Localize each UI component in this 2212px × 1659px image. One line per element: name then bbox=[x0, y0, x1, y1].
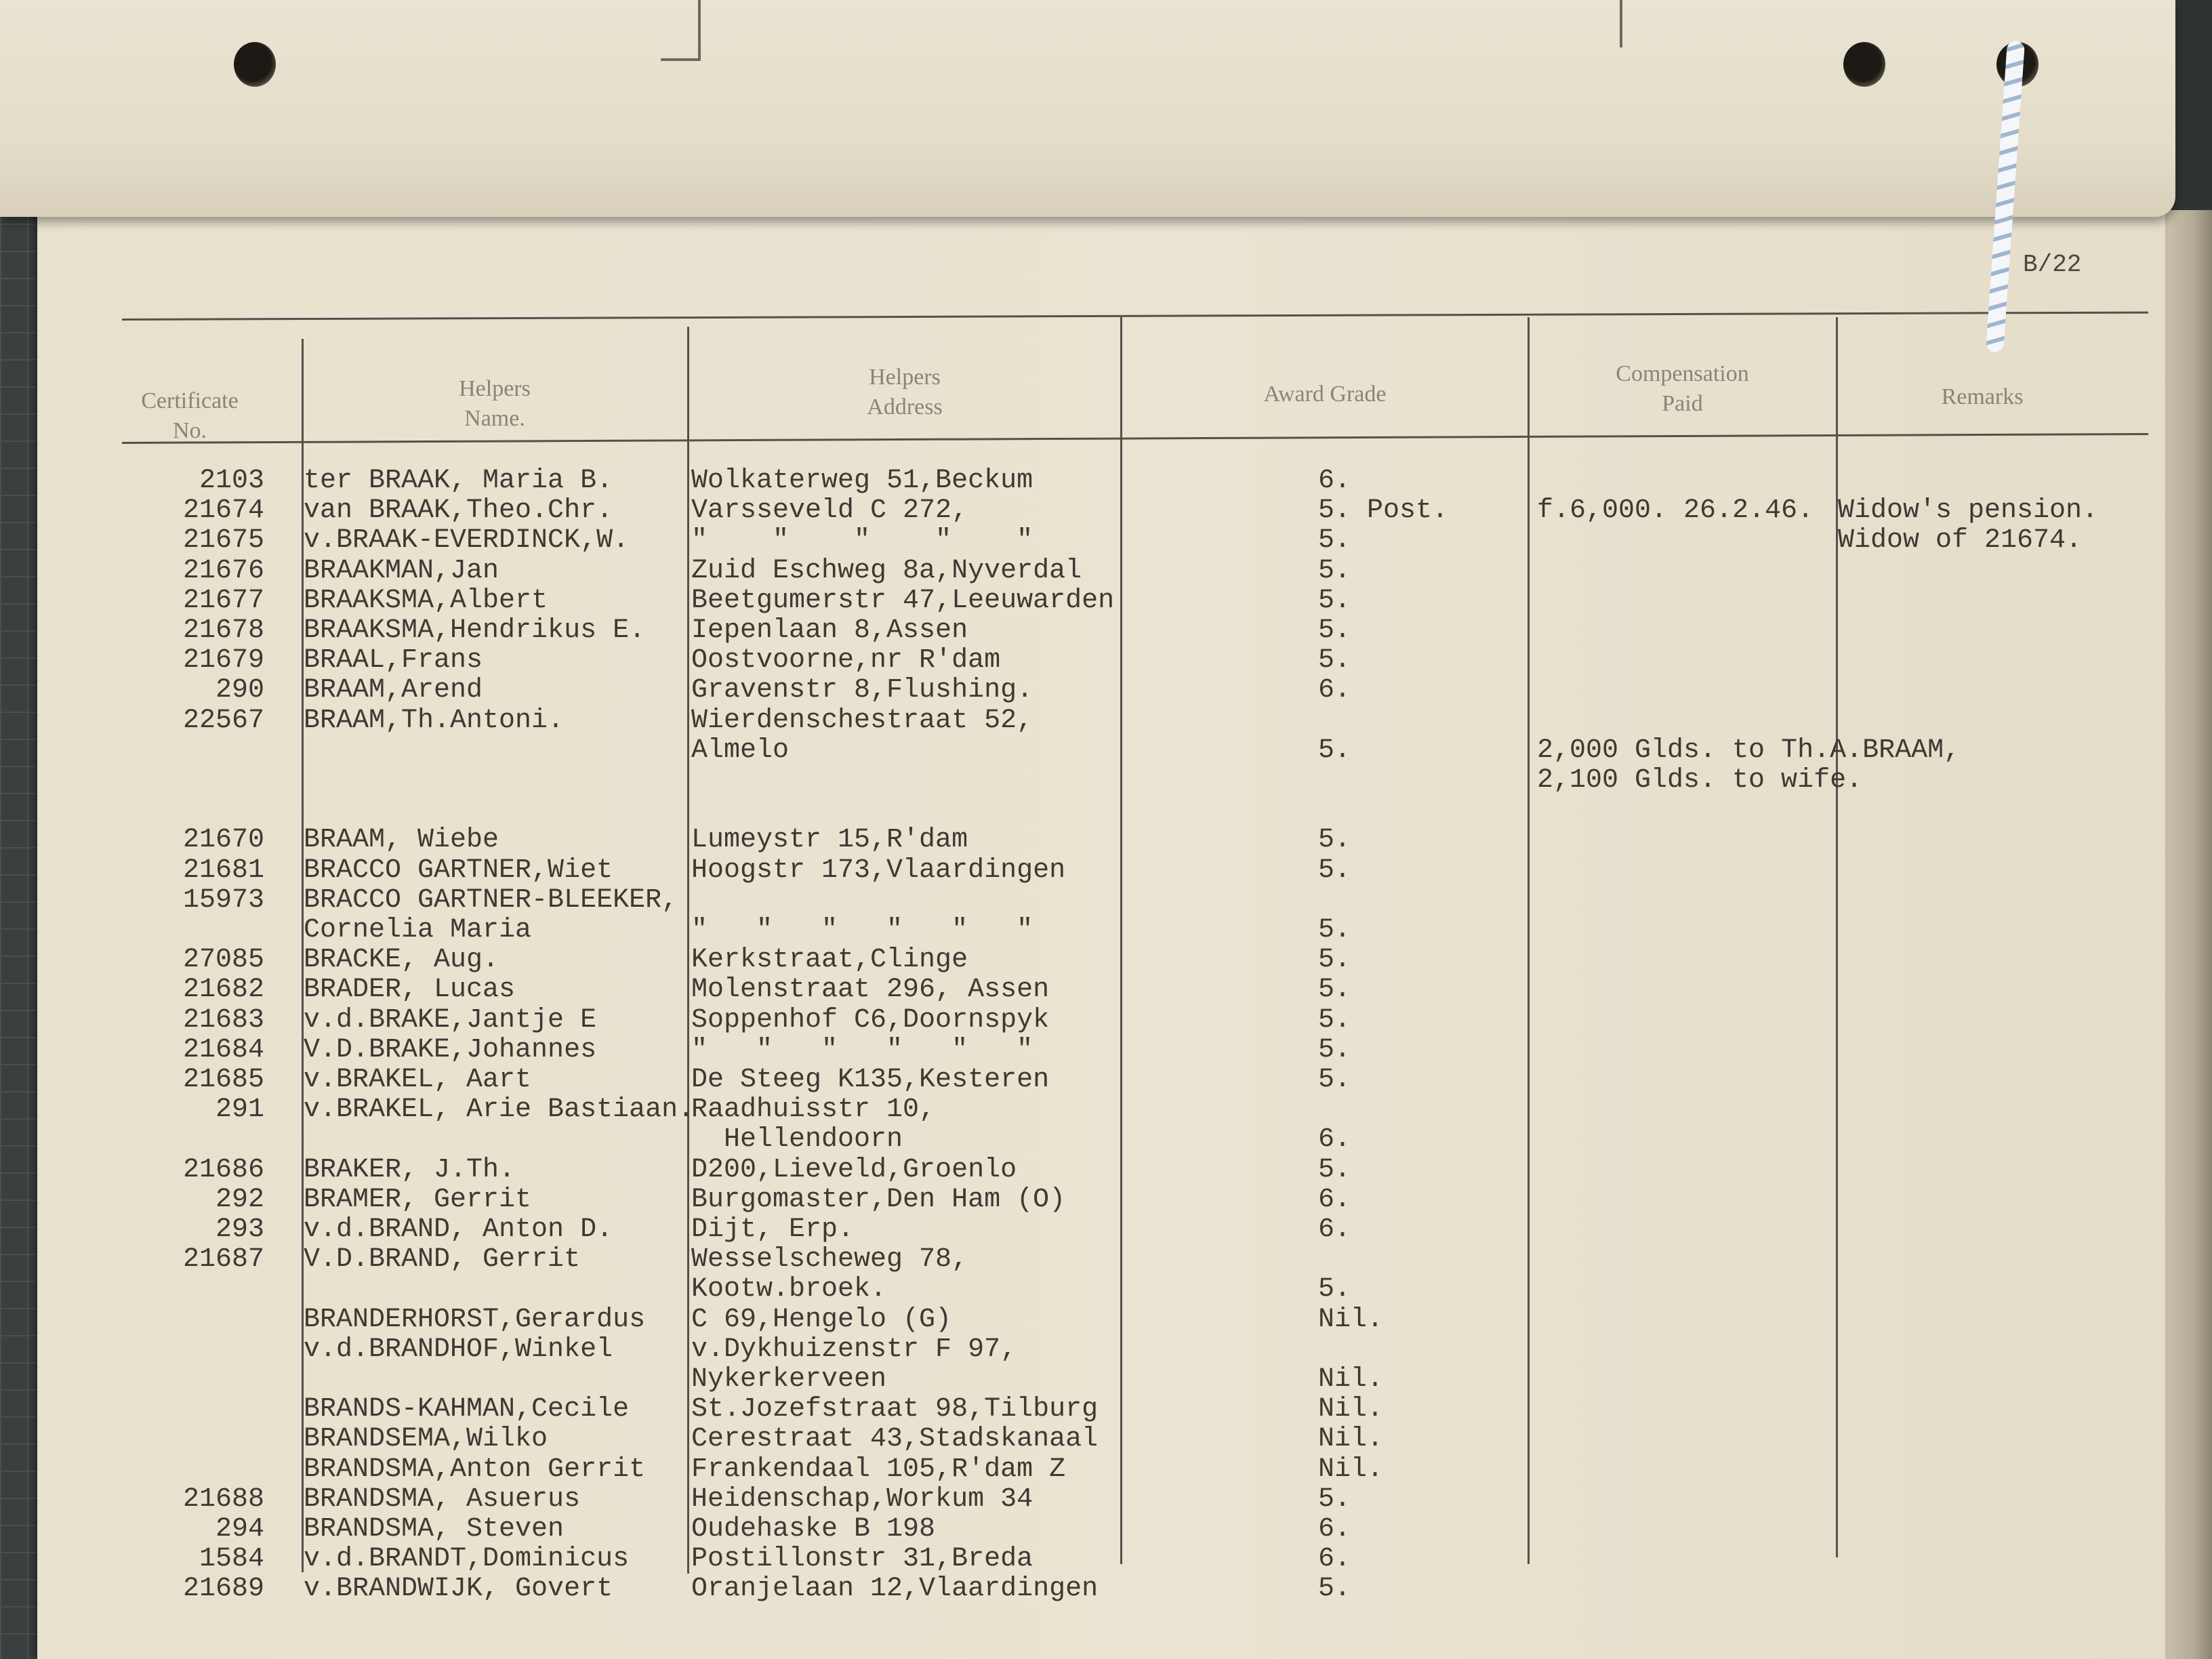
header-address-line1: Helpers bbox=[869, 365, 941, 390]
row-grade: 5. bbox=[1318, 1483, 1351, 1515]
row-grade: 5. bbox=[1318, 525, 1351, 556]
row-cert: 1584 bbox=[199, 1544, 264, 1575]
row-name: v.d.BRAND, Anton D. bbox=[304, 1214, 613, 1245]
row-cert: 21675 bbox=[182, 525, 264, 556]
row-name: BRANDSMA,Anton Gerrit bbox=[304, 1454, 646, 1485]
row-address: Oostvoorne,nr R'dam bbox=[691, 645, 1001, 676]
row-grade: 5. bbox=[1318, 855, 1351, 886]
row-name: BRACCO GARTNER-BLEEKER, bbox=[304, 884, 678, 916]
row-name: v.BRAKEL, Aart bbox=[304, 1065, 532, 1095]
row-cert: 21686 bbox=[182, 1154, 264, 1185]
punch-hole-right bbox=[1843, 42, 1885, 87]
header-certificate-line2: No. bbox=[172, 418, 207, 443]
row-grade: 6. bbox=[1318, 1514, 1351, 1544]
row-name: BRADER, Lucas bbox=[304, 975, 516, 1006]
header-comp-line1: Compensation bbox=[1616, 361, 1749, 386]
row-name: v.d.BRAKE,Jantje E bbox=[304, 1004, 597, 1036]
row-grade: 5. bbox=[1318, 615, 1351, 646]
row-grade: 5. bbox=[1318, 1065, 1351, 1095]
row-cert: 21688 bbox=[182, 1483, 264, 1515]
row-name: V.D.BRAKE,Johannes bbox=[304, 1034, 597, 1065]
row-cert: 21689 bbox=[182, 1574, 264, 1605]
row-cert: 15973 bbox=[182, 884, 264, 916]
header-certificate-no bbox=[102, 386, 278, 446]
row-name: v.d.BRANDHOF,Winkel bbox=[304, 1334, 613, 1365]
row-address: Hellendoorn bbox=[691, 1124, 903, 1155]
row-name: BRAAKSMA,Hendrikus E. bbox=[304, 615, 646, 646]
page-stack-edge bbox=[2165, 210, 2212, 1659]
row-cert: 22567 bbox=[182, 705, 264, 736]
row-cert: 21683 bbox=[182, 1004, 264, 1036]
row-address: Kootw.broek. bbox=[691, 1274, 887, 1305]
row-name: BRANDSMA, Asuerus bbox=[304, 1483, 581, 1515]
header-helpers-address bbox=[691, 363, 1118, 422]
row-grade: Nil. bbox=[1318, 1364, 1384, 1395]
row-name: BRAAM,Th.Antoni. bbox=[304, 705, 565, 736]
row-address: Iepenlaan 8,Assen bbox=[691, 615, 968, 646]
header-helpers-name bbox=[305, 374, 684, 434]
row-grade: 6. bbox=[1318, 1214, 1351, 1245]
row-address: Lumeystr 15,R'dam bbox=[691, 825, 968, 856]
row-address: Wierdenschestraat 52, bbox=[691, 705, 1033, 736]
row-cert: 21679 bbox=[182, 645, 264, 676]
column-rule-3 bbox=[1120, 317, 1122, 1564]
row-address: Raadhuisstr 10, bbox=[691, 1094, 936, 1126]
row-grade: 6. bbox=[1318, 1124, 1351, 1155]
row-grade: 5. bbox=[1318, 825, 1351, 856]
row-cert: 21682 bbox=[182, 975, 264, 1006]
row-name: BRAAM, Wiebe bbox=[304, 825, 499, 856]
row-grade: Nil. bbox=[1318, 1304, 1384, 1335]
row-address: Dijt, Erp. bbox=[691, 1214, 855, 1245]
row-name: BRANDERHORST,Gerardus bbox=[304, 1304, 646, 1335]
header-grade-line1: Award Grade bbox=[1263, 382, 1387, 407]
row-name: Cornelia Maria bbox=[304, 915, 532, 945]
header-name-line1: Helpers bbox=[459, 376, 531, 401]
row-address: Postillonstr 31,Breda bbox=[691, 1544, 1033, 1575]
row-name: BRANDS-KAHMAN,Cecile bbox=[304, 1394, 630, 1425]
row-name: ter BRAAK, Maria B. bbox=[304, 466, 613, 496]
row-address: Cerestraat 43,Stadskanaal bbox=[691, 1424, 1099, 1455]
row-name: BRAKER, J.Th. bbox=[304, 1154, 516, 1185]
row-address: Molenstraat 296, Assen bbox=[691, 975, 1050, 1006]
row-name: BRAAM,Arend bbox=[304, 675, 483, 706]
row-grade: 6. bbox=[1318, 1184, 1351, 1215]
row-grade: 6. bbox=[1318, 466, 1351, 496]
row-address: Burgomaster,Den Ham (O) bbox=[691, 1184, 1066, 1215]
row-grade: Nil. bbox=[1318, 1394, 1384, 1425]
row-remarks: Widow of 21674. bbox=[1838, 525, 2083, 556]
row-grade: 5. bbox=[1318, 1274, 1351, 1305]
row-grade: 5. bbox=[1318, 945, 1351, 976]
row-address: Heidenschap,Workum 34 bbox=[691, 1483, 1033, 1515]
row-cert: 290 bbox=[215, 675, 264, 706]
row-address: Wesselscheweg 78, bbox=[691, 1244, 968, 1275]
row-address: Kerkstraat,Clinge bbox=[691, 945, 968, 976]
header-remarks bbox=[1840, 382, 2125, 412]
row-cert: 21670 bbox=[182, 825, 264, 856]
column-rule-4 bbox=[1528, 317, 1530, 1564]
header-award-grade bbox=[1125, 380, 1525, 409]
row-cert: 291 bbox=[215, 1094, 264, 1126]
header-compensation-paid bbox=[1532, 359, 1833, 419]
corner-mark-left-foot bbox=[661, 58, 701, 61]
header-comp-line2: Paid bbox=[1662, 391, 1703, 416]
row-cert: 21678 bbox=[182, 615, 264, 646]
row-address: C 69,Hengelo (G) bbox=[691, 1304, 952, 1335]
row-address: Frankendaal 105,R'dam Z bbox=[691, 1454, 1066, 1485]
row-cert: 21684 bbox=[182, 1034, 264, 1065]
header-certificate-line1: Certificate bbox=[141, 388, 239, 413]
row-cert: 293 bbox=[215, 1214, 264, 1245]
row-cert: 2103 bbox=[199, 466, 264, 496]
row-name: BRACCO GARTNER,Wiet bbox=[304, 855, 613, 886]
row-grade: 5. bbox=[1318, 1034, 1351, 1065]
row-name: BRACKE, Aug. bbox=[304, 945, 499, 976]
row-address: Wolkaterweg 51,Beckum bbox=[691, 466, 1033, 496]
row-grade: 5. bbox=[1318, 585, 1351, 616]
row-name: BRANDSMA, Steven bbox=[304, 1514, 565, 1544]
row-address: Zuid Eschweg 8a,Nyverdal bbox=[691, 555, 1082, 586]
row-address: Beetgumerstr 47,Leeuwarden bbox=[691, 585, 1115, 616]
punch-hole-left bbox=[234, 42, 276, 87]
row-address: Almelo bbox=[691, 735, 790, 766]
folded-top-page bbox=[0, 0, 2175, 217]
row-name: BRAMER, Gerrit bbox=[304, 1184, 532, 1215]
row-address: Gravenstr 8,Flushing. bbox=[691, 675, 1033, 706]
row-address: De Steeg K135,Kesteren bbox=[691, 1065, 1050, 1095]
row-grade: 5. bbox=[1318, 645, 1351, 676]
row-cert: 292 bbox=[215, 1184, 264, 1215]
row-name: BRANDSEMA,Wilko bbox=[304, 1424, 548, 1455]
row-name: v.BRAKEL, Arie Bastiaan. bbox=[304, 1094, 695, 1126]
row-grade: 5. bbox=[1318, 1154, 1351, 1185]
row-comp: 2,100 Glds. to wife. bbox=[1537, 765, 1863, 796]
row-grade: 5. bbox=[1318, 735, 1351, 766]
row-address: Varsseveld C 272, bbox=[691, 495, 968, 527]
row-grade: 6. bbox=[1318, 675, 1351, 706]
column-rule-2 bbox=[687, 327, 689, 1574]
row-address: v.Dykhuizenstr F 97, bbox=[691, 1334, 1017, 1365]
row-address: Oudehaske B 198 bbox=[691, 1514, 936, 1544]
row-grade: Nil. bbox=[1318, 1424, 1384, 1455]
row-name: BRAAKSMA,Albert bbox=[304, 585, 548, 616]
row-cert: 21681 bbox=[182, 855, 264, 886]
corner-mark-left bbox=[698, 0, 701, 60]
page-reference: B/22 bbox=[2023, 251, 2082, 279]
row-address: " " " " " bbox=[691, 525, 1033, 556]
row-cert: 294 bbox=[215, 1514, 264, 1544]
row-grade: 6. bbox=[1318, 1544, 1351, 1575]
row-comp: 2,000 Glds. to Th.A.BRAAM, bbox=[1537, 735, 1961, 766]
row-name: BRAAKMAN,Jan bbox=[304, 555, 499, 586]
row-address: " " " " " " bbox=[691, 1034, 1033, 1065]
row-grade: 5. Post. bbox=[1318, 495, 1449, 527]
row-cert: 21676 bbox=[182, 555, 264, 586]
row-name: V.D.BRAND, Gerrit bbox=[304, 1244, 581, 1275]
row-grade: 5. bbox=[1318, 1004, 1351, 1036]
row-name: BRAAL,Frans bbox=[304, 645, 483, 676]
header-address-line2: Address bbox=[867, 394, 943, 419]
row-grade: 5. bbox=[1318, 555, 1351, 586]
row-address: " " " " " " bbox=[691, 915, 1033, 945]
row-address: Soppenhof C6,Doornspyk bbox=[691, 1004, 1050, 1036]
row-remarks: Widow's pension. bbox=[1838, 495, 2099, 527]
row-comp: f.6,000. 26.2.46. bbox=[1537, 495, 1814, 527]
row-address: Nykerkerveen bbox=[691, 1364, 887, 1395]
row-grade: 5. bbox=[1318, 975, 1351, 1006]
row-cert: 27085 bbox=[182, 945, 264, 976]
row-name: van BRAAK,Theo.Chr. bbox=[304, 495, 613, 527]
row-cert: 21685 bbox=[182, 1065, 264, 1095]
row-cert: 21677 bbox=[182, 585, 264, 616]
row-address: St.Jozefstraat 98,Tilburg bbox=[691, 1394, 1099, 1425]
row-cert: 21687 bbox=[182, 1244, 264, 1275]
row-grade: Nil. bbox=[1318, 1454, 1384, 1485]
row-address: Hoogstr 173,Vlaardingen bbox=[691, 855, 1066, 886]
row-grade: 5. bbox=[1318, 1574, 1351, 1605]
header-name-line2: Name. bbox=[464, 406, 525, 431]
row-cert: 21674 bbox=[182, 495, 264, 527]
row-address: Oranjelaan 12,Vlaardingen bbox=[691, 1574, 1099, 1605]
header-remarks-line1: Remarks bbox=[1941, 384, 2024, 409]
row-address: D200,Lieveld,Groenlo bbox=[691, 1154, 1017, 1185]
row-name: v.BRANDWIJK, Govert bbox=[304, 1574, 613, 1605]
corner-mark-right bbox=[1620, 0, 1622, 47]
row-name: v.BRAAK-EVERDINCK,W. bbox=[304, 525, 630, 556]
row-grade: 5. bbox=[1318, 915, 1351, 945]
row-name: v.d.BRANDT,Dominicus bbox=[304, 1544, 630, 1575]
